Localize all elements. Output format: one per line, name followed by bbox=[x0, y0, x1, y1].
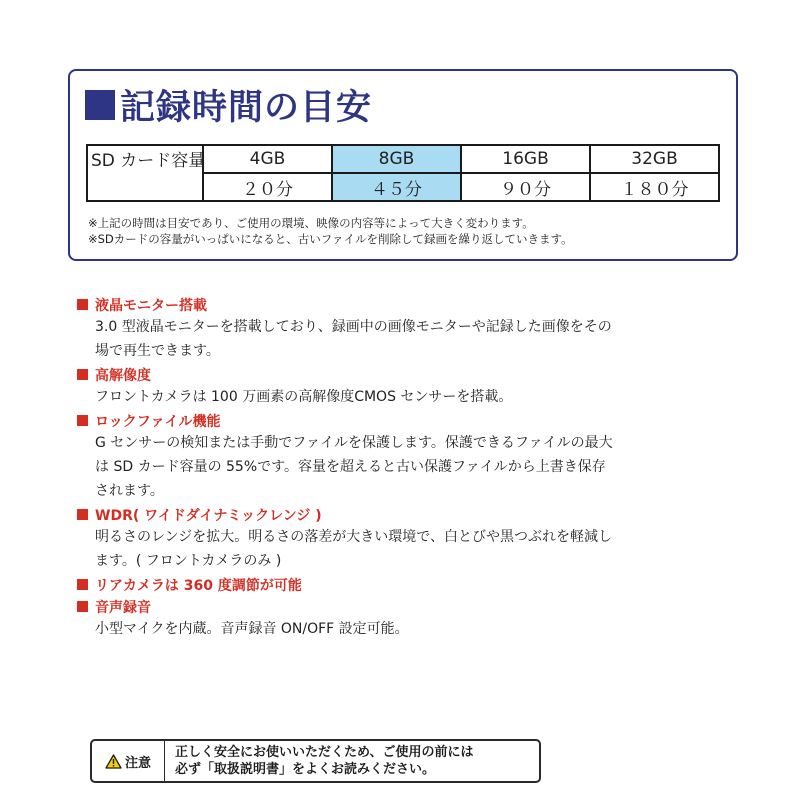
feature-title: 液晶モニター搭載 bbox=[95, 297, 207, 314]
feature-lcd-monitor bbox=[77, 294, 677, 363]
caution-label-text: 注意 bbox=[124, 755, 151, 771]
capacity-cell: 16GB bbox=[461, 145, 590, 173]
feature-heading bbox=[77, 574, 677, 595]
feature-high-resolution bbox=[77, 364, 677, 409]
red-square-icon bbox=[77, 601, 88, 612]
red-square-icon bbox=[77, 415, 88, 426]
capacity-cell: 32GB bbox=[590, 145, 719, 173]
feature-rear-camera-360 bbox=[77, 574, 677, 595]
red-square-icon bbox=[77, 369, 88, 380]
title-square-icon bbox=[85, 90, 115, 120]
feature-title: WDR( ワイドダイナミックレンジ ) bbox=[95, 507, 322, 524]
feature-wdr bbox=[77, 504, 677, 573]
duration-cell: １８０分 bbox=[590, 173, 719, 201]
feature-description: フロントカメラは 100 万画素の高解像度CMOS センサーを搭載。 bbox=[95, 389, 513, 405]
feature-heading bbox=[77, 410, 677, 431]
duration-cell: ９０分 bbox=[461, 173, 590, 201]
caution-line: 正しく安全にお使いいただくため、ご使用の前には bbox=[175, 745, 474, 760]
recording-notes bbox=[88, 215, 573, 247]
red-square-icon bbox=[77, 299, 88, 310]
duration-cell-highlighted: ４５分 bbox=[332, 173, 461, 201]
feature-lock-file bbox=[77, 410, 677, 503]
feature-description: 小型マイクを内蔵。音声録音 ON/OFF 設定可能。 bbox=[95, 621, 409, 637]
capacity-cell-highlighted: 8GB bbox=[332, 145, 461, 173]
feature-description: 3.0 型液晶モニターを搭載しており、録画中の画像モニターや記録した画像をその 場で再生できます。 bbox=[95, 319, 612, 359]
feature-list bbox=[77, 294, 677, 641]
red-square-icon bbox=[77, 579, 88, 590]
caution-text bbox=[165, 741, 473, 781]
feature-title: 音声録音 bbox=[95, 599, 151, 616]
recording-time-panel bbox=[68, 69, 738, 261]
feature-description: 明るさのレンジを拡大。明るさの落差が大きい環境で、白とびや黒つぶれを軽減し ます。( フロントカメラのみ ) bbox=[95, 529, 613, 569]
feature-heading bbox=[77, 364, 677, 385]
recording-time-title-text: 記録時間の目安 bbox=[120, 88, 373, 128]
caution-line: 必ず「取扱説明書」をよくお読みください。 bbox=[175, 762, 436, 777]
feature-title: 高解像度 bbox=[95, 367, 151, 384]
recording-time-table bbox=[86, 144, 720, 202]
capacity-cell: 4GB bbox=[203, 145, 332, 173]
caution-box bbox=[90, 739, 541, 783]
warning-triangle-icon bbox=[105, 754, 122, 769]
feature-title: ロックファイル機能 bbox=[95, 413, 221, 430]
feature-heading bbox=[77, 596, 677, 617]
feature-heading bbox=[77, 294, 677, 315]
capacity-row bbox=[87, 145, 719, 173]
recording-note: ※上記の時間は目安であり、ご使用の環境、映像の内容等によって大きく変わります。 bbox=[88, 216, 534, 230]
red-square-icon bbox=[77, 509, 88, 520]
feature-title: リアカメラは 360 度調節が可能 bbox=[95, 577, 302, 594]
caution-label bbox=[92, 741, 165, 781]
feature-heading bbox=[77, 504, 677, 525]
feature-audio-recording bbox=[77, 596, 677, 641]
duration-cell: ２０分 bbox=[203, 173, 332, 201]
feature-description: G センサーの検知または手動でファイルを保護します。保護できるファイルの最大 は SD カード容量の 55%です。容量を超えると古い保護ファイルから上書き保存 されます。 bbox=[95, 435, 613, 499]
recording-time-title bbox=[85, 83, 372, 127]
recording-note: ※SDカードの容量がいっぱいになると、古いファイルを削除して録画を繰り返していきます。 bbox=[88, 232, 573, 246]
sd-capacity-label: SD カード容量 bbox=[87, 145, 203, 201]
